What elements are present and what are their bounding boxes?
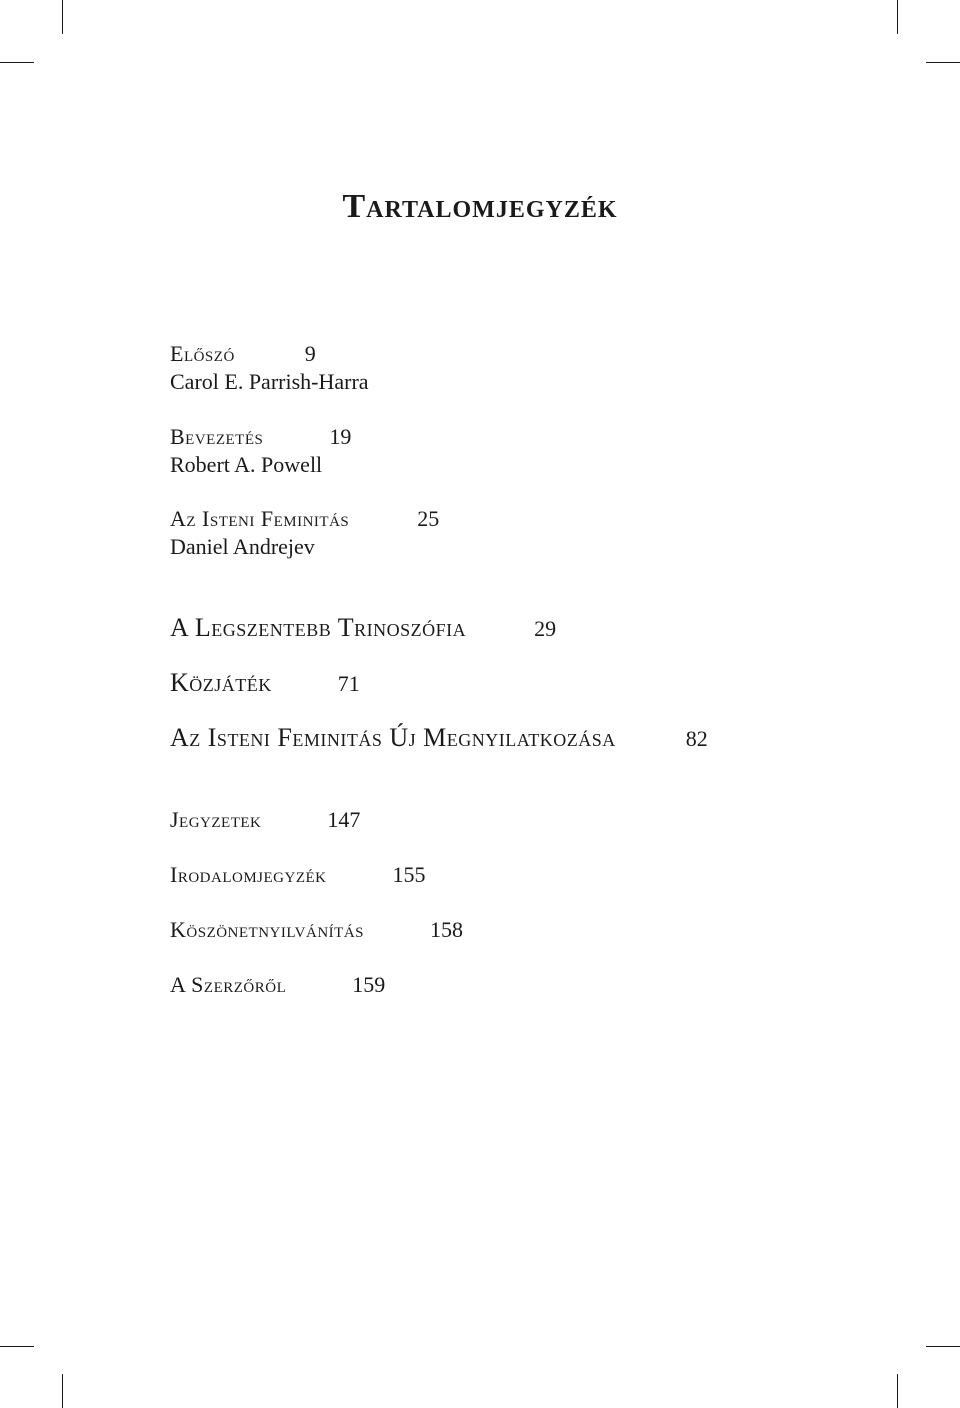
toc-entry bbox=[170, 916, 463, 944]
toc-entry bbox=[170, 613, 556, 643]
toc-entry bbox=[170, 806, 360, 834]
crop-mark-top-right-horizontal bbox=[926, 62, 960, 63]
toc-entry-page: 19 bbox=[329, 424, 352, 449]
toc-entry-author: Carol E. Parrish-Harra bbox=[170, 369, 369, 394]
toc-entry bbox=[170, 971, 385, 999]
crop-mark-bottom-left-vertical bbox=[62, 1374, 63, 1408]
toc-entry-author: Daniel Andrejev bbox=[170, 534, 315, 559]
toc-entry-page: 71 bbox=[337, 671, 360, 696]
toc-entry-page: 25 bbox=[417, 506, 440, 531]
toc-entry-label: Bevezetés bbox=[170, 424, 264, 449]
toc-entry bbox=[170, 505, 439, 561]
page-title: Tartalomjegyzék bbox=[342, 188, 618, 225]
crop-mark-bottom-right-horizontal bbox=[926, 1346, 960, 1347]
crop-mark-top-right-vertical bbox=[897, 0, 898, 34]
toc-entry-author: Robert A. Powell bbox=[170, 452, 323, 477]
toc-entry-label: Az Isteni Feminitás bbox=[170, 506, 350, 531]
toc-entry bbox=[170, 723, 708, 753]
toc-entry bbox=[170, 340, 369, 396]
toc-entry-label: A Szerzőről bbox=[170, 972, 287, 997]
toc-entry-page: 155 bbox=[392, 862, 426, 887]
toc-entry bbox=[170, 423, 351, 479]
toc-entry-page: 147 bbox=[327, 807, 361, 832]
toc-entry-page: 9 bbox=[304, 341, 316, 366]
crop-mark-top-left-horizontal bbox=[0, 62, 34, 63]
toc-entry-label: Jegyzetek bbox=[170, 807, 262, 832]
toc-entry-page: 82 bbox=[685, 726, 708, 751]
toc-entry-label: Az Isteni Feminitás Új Megnyilatkozása bbox=[170, 723, 616, 752]
toc-entry-label: Irodalomjegyzék bbox=[170, 862, 327, 887]
toc-entry-label: Előszó bbox=[170, 341, 235, 366]
toc-entry-page: 159 bbox=[352, 972, 386, 997]
toc-entry-page: 158 bbox=[430, 917, 463, 942]
toc-entry-label: Köszönetnyilvánítás bbox=[170, 917, 364, 942]
crop-mark-top-left-vertical bbox=[62, 0, 63, 34]
crop-mark-bottom-right-vertical bbox=[897, 1374, 898, 1408]
toc-entry-label: A Legszentebb Trinoszófia bbox=[170, 613, 467, 642]
toc-entry-label: Közjáték bbox=[170, 668, 272, 697]
toc-entry bbox=[170, 668, 360, 698]
toc-entry-page: 29 bbox=[534, 616, 557, 641]
crop-mark-bottom-left-horizontal bbox=[0, 1346, 34, 1347]
toc-entry bbox=[170, 861, 425, 889]
